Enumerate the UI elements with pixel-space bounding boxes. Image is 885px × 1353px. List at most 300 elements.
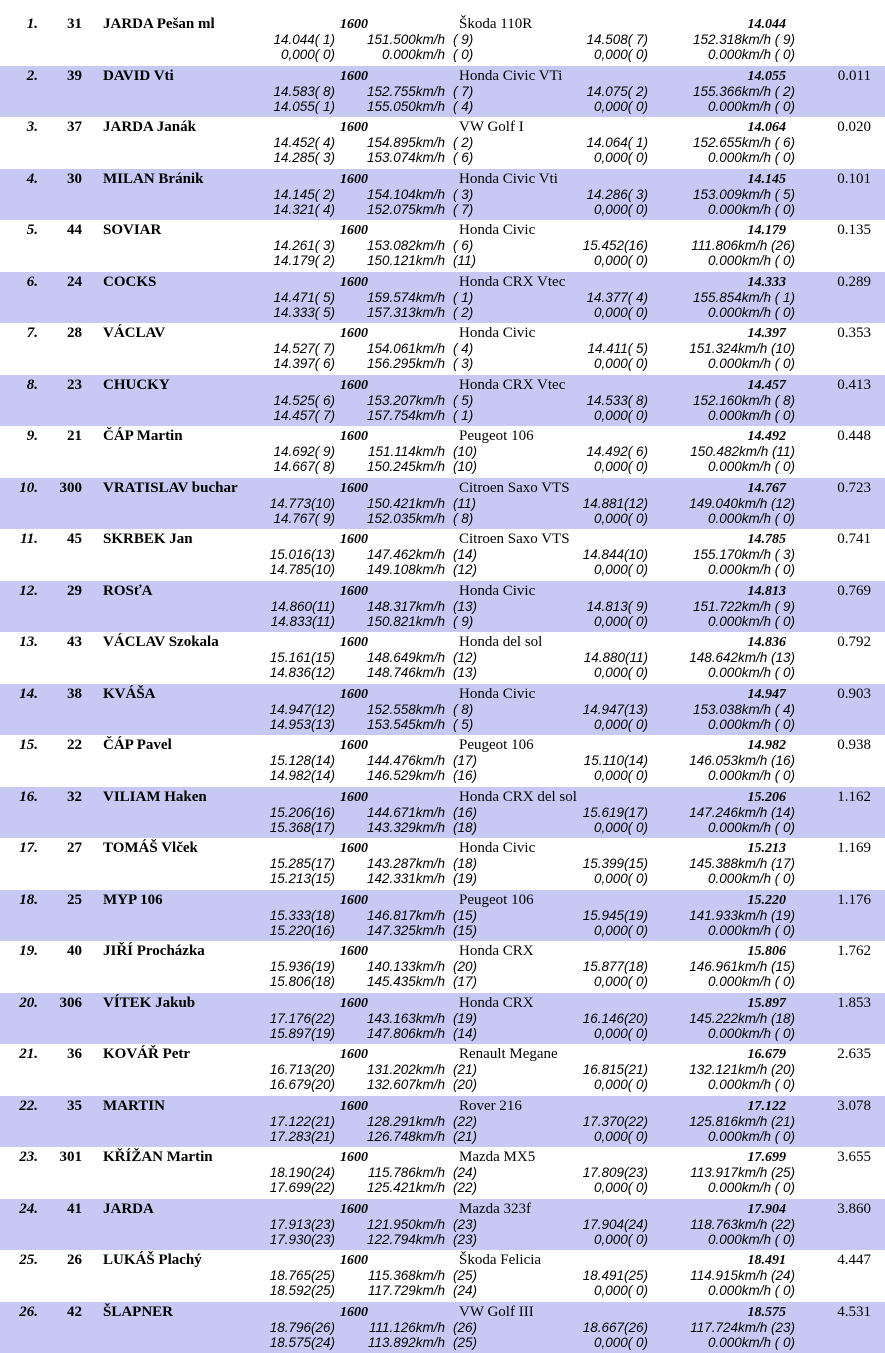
run-3-time: 15.368(17) [269, 819, 335, 835]
class: 1600 [340, 892, 368, 908]
run-4-speed: 0.000km/h ( 0) [707, 1077, 795, 1092]
start-number: 37 [67, 119, 82, 135]
run-3-time: 14.457( 7) [273, 407, 335, 423]
position: 7. [26, 325, 38, 341]
run-3-speed-rank: (12) [453, 562, 478, 577]
run-3-time: 17.930(23) [269, 1231, 335, 1247]
run-4-time: 0,000( 0) [593, 1077, 648, 1092]
run-1-time: 18.796(26) [269, 1319, 335, 1335]
start-number: 301 [59, 1149, 82, 1165]
result-row [0, 890, 885, 942]
result-row [0, 993, 885, 1045]
run-3-speed: 147.325km/h [366, 922, 445, 938]
start-number: 38 [67, 685, 82, 702]
run-3-speed: 146.529km/h [366, 768, 445, 783]
run-4-speed: 0.000km/h ( 0) [707, 819, 795, 835]
gap-to-leader: 0.353 [837, 325, 871, 341]
gap-to-leader: 1.176 [837, 891, 871, 908]
run-1-speed-rank: (12) [453, 650, 478, 665]
run-2-speed: 151.324km/h (10) [689, 341, 795, 356]
run-3-speed-rank: ( 0) [453, 47, 474, 62]
run-2-time: 17.904(24) [582, 1216, 648, 1232]
start-number: 21 [67, 428, 82, 444]
run-1-time: 18.190(24) [269, 1165, 335, 1180]
position: 25. [19, 1252, 38, 1268]
start-number: 35 [67, 1097, 82, 1114]
car: Honda CRX Vtec [459, 273, 566, 290]
run-1-time: 15.333(18) [269, 907, 335, 923]
run-4-time: 0,000( 0) [593, 1025, 648, 1041]
best-time: 14.145 [747, 171, 786, 187]
car: Honda del sol [459, 634, 543, 650]
run-1-speed: 144.671km/h [366, 804, 445, 820]
run-4-speed: 0.000km/h ( 0) [707, 974, 795, 989]
car: Honda Civic Vti [459, 170, 558, 187]
run-3-speed-rank: (18) [453, 819, 478, 835]
run-4-speed: 0.000km/h ( 0) [707, 304, 795, 320]
car: Peugeot 106 [459, 428, 534, 444]
start-number: 42 [67, 1303, 82, 1320]
gap-to-leader: 0.448 [837, 428, 871, 444]
run-1-speed: 154.895km/h [366, 135, 445, 150]
start-number: 24 [67, 273, 82, 290]
run-1-speed-rank: ( 5) [453, 392, 474, 408]
run-2-time: 14.508( 7) [586, 32, 648, 47]
run-2-time: 17.370(22) [582, 1113, 648, 1129]
driver-name: VRATISLAV buchar [103, 479, 238, 496]
best-time: 15.897 [747, 995, 786, 1011]
run-1-time: 17.913(23) [269, 1216, 335, 1232]
run-2-time: 16.146(20) [582, 1010, 648, 1026]
run-1-speed: 151.114km/h [367, 444, 445, 459]
run-1-time: 14.860(11) [270, 598, 335, 614]
position: 20. [19, 994, 38, 1011]
run-3-time: 17.283(21) [269, 1128, 335, 1144]
run-3-speed-rank: ( 7) [453, 201, 474, 217]
driver-name: TOMÁŠ Vlček [103, 840, 198, 856]
run-2-time: 14.377( 4) [586, 289, 648, 305]
run-3-speed: 0.000km/h [381, 47, 445, 62]
driver-name: MILAN Bránik [103, 170, 204, 187]
run-2-speed: 155.170km/h ( 3) [692, 547, 795, 562]
run-3-time: 14.179( 2) [273, 253, 335, 268]
run-1-speed-rank: (26) [453, 1319, 478, 1335]
best-time: 17.122 [747, 1098, 786, 1114]
gap-to-leader: 1.853 [837, 994, 871, 1011]
run-4-time: 0,000( 0) [593, 201, 648, 217]
run-1-time: 15.936(19) [269, 959, 335, 974]
run-3-time: 14.836(12) [269, 665, 335, 680]
run-3-speed: 122.794km/h [366, 1231, 445, 1247]
run-4-time: 0,000( 0) [593, 459, 648, 474]
run-3-speed: 113.892km/h [367, 1334, 445, 1350]
start-number: 32 [67, 788, 82, 805]
car: Škoda Felicia [459, 1252, 542, 1268]
run-3-speed-rank: (23) [453, 1231, 478, 1247]
position: 18. [19, 891, 38, 908]
car: Honda Civic [459, 840, 536, 856]
car: Citroen Saxo VTS [459, 479, 570, 496]
run-3-speed: 132.607km/h [366, 1077, 445, 1092]
run-4-time: 0,000( 0) [593, 562, 648, 577]
run-2-time: 14.286( 3) [586, 186, 648, 202]
run-4-time: 0,000( 0) [593, 871, 648, 886]
best-time: 14.982 [747, 738, 786, 753]
gap-to-leader: 0.741 [837, 531, 871, 547]
gap-to-leader: 3.078 [837, 1097, 871, 1114]
result-row [0, 1147, 885, 1199]
result-row [0, 1096, 885, 1148]
run-1-speed: 111.126km/h [368, 1319, 445, 1335]
start-number: 30 [67, 170, 82, 187]
run-1-speed-rank: (10) [453, 444, 478, 459]
best-time: 14.492 [747, 429, 786, 444]
run-1-speed: 115.368km/h [367, 1268, 445, 1283]
car: Honda Civic VTi [459, 67, 563, 84]
best-time: 15.213 [747, 841, 786, 856]
run-1-time: 15.285(17) [269, 856, 335, 871]
run-1-speed-rank: ( 9) [453, 32, 474, 47]
run-2-speed: 152.318km/h ( 9) [692, 32, 795, 47]
run-1-time: 14.525( 6) [273, 392, 335, 408]
run-3-time: 14.833(11) [270, 613, 335, 629]
car: Mazda 323f [459, 1200, 532, 1217]
car: Citroen Saxo VTS [459, 531, 570, 547]
run-2-speed: 153.038km/h ( 4) [692, 701, 795, 717]
run-3-speed: 150.121km/h [366, 253, 445, 268]
run-1-speed-rank: (22) [453, 1113, 478, 1129]
run-4-speed: 0.000km/h ( 0) [707, 1128, 795, 1144]
result-row [0, 1044, 885, 1096]
run-3-speed: 157.754km/h [366, 407, 445, 423]
run-4-time: 0,000( 0) [593, 613, 648, 629]
run-2-time: 15.619(17) [582, 804, 648, 820]
position: 26. [19, 1303, 38, 1320]
class: 1600 [340, 480, 368, 496]
best-time: 15.206 [747, 789, 786, 805]
run-3-time: 14.285( 3) [273, 150, 335, 165]
run-4-time: 0,000( 0) [593, 1128, 648, 1144]
start-number: 25 [67, 891, 82, 908]
result-row [0, 117, 885, 169]
run-2-speed: 141.933km/h (19) [689, 907, 795, 923]
start-number: 28 [67, 325, 82, 341]
start-number: 39 [67, 67, 82, 84]
run-4-speed: 0.000km/h ( 0) [707, 407, 795, 423]
run-2-speed: 146.053km/h (16) [689, 753, 795, 768]
run-2-time: 14.813( 9) [586, 598, 648, 614]
run-1-time: 15.128(14) [269, 753, 335, 768]
car: Honda Civic [459, 685, 536, 702]
best-time: 14.836 [747, 635, 786, 650]
run-1-speed: 144.476km/h [366, 753, 445, 768]
run-3-speed-rank: ( 4) [453, 98, 474, 114]
start-number: 41 [67, 1200, 82, 1217]
class: 1600 [340, 1047, 368, 1062]
position: 17. [19, 840, 38, 856]
run-3-speed-rank: (14) [453, 1025, 478, 1041]
run-2-speed: 132.121km/h (20) [689, 1062, 795, 1077]
run-3-speed: 125.421km/h [366, 1180, 445, 1195]
class: 1600 [340, 841, 368, 856]
run-1-speed-rank: (17) [453, 753, 478, 768]
run-3-time: 14.982(14) [269, 768, 335, 783]
run-4-time: 0,000( 0) [593, 974, 648, 989]
run-1-speed-rank: (21) [453, 1062, 478, 1077]
best-time: 14.813 [747, 583, 786, 599]
gap-to-leader: 0.101 [837, 170, 871, 187]
gap-to-leader: 1.169 [837, 840, 871, 856]
results-table [0, 14, 885, 1353]
best-time: 14.767 [747, 480, 786, 496]
run-3-speed-rank: (20) [453, 1077, 478, 1092]
run-1-speed: 115.786km/h [367, 1165, 445, 1180]
run-3-time: 18.575(24) [269, 1334, 335, 1350]
run-3-time: 14.667( 8) [273, 459, 335, 474]
run-1-speed: 151.500km/h [366, 32, 445, 47]
position: 9. [26, 428, 38, 444]
run-2-time: 18.491(25) [582, 1268, 648, 1283]
run-4-time: 0,000( 0) [593, 1231, 648, 1247]
run-4-speed: 0.000km/h ( 0) [707, 922, 795, 938]
gap-to-leader: 0.769 [837, 582, 871, 599]
gap-to-leader: 0.792 [837, 634, 871, 650]
run-3-time: 0,000( 0) [280, 47, 335, 62]
start-number: 31 [67, 16, 82, 32]
start-number: 23 [67, 376, 82, 393]
run-4-time: 0,000( 0) [593, 768, 648, 783]
run-1-time: 15.206(16) [269, 804, 335, 820]
driver-name: ČÁP Martin [103, 428, 183, 444]
run-1-time: 18.765(25) [269, 1268, 335, 1283]
class: 1600 [340, 1253, 368, 1268]
gap-to-leader: 1.162 [837, 788, 871, 805]
car: Honda CRX del sol [459, 788, 577, 805]
run-3-time: 14.321( 4) [273, 201, 335, 217]
result-row [0, 14, 885, 66]
run-2-time: 14.881(12) [582, 495, 648, 511]
start-number: 29 [67, 582, 82, 599]
run-3-speed-rank: ( 8) [453, 510, 474, 526]
class: 1600 [340, 635, 368, 650]
driver-name: VÍTEK Jakub [103, 994, 196, 1011]
position: 14. [19, 685, 38, 702]
result-row [0, 375, 885, 427]
class: 1600 [340, 326, 368, 341]
car: Honda Civic [459, 325, 536, 341]
run-3-speed: 155.050km/h [366, 98, 445, 114]
result-row [0, 169, 885, 221]
run-3-speed-rank: (17) [453, 974, 478, 989]
best-time: 14.179 [747, 223, 786, 238]
class: 1600 [340, 68, 368, 84]
run-2-time: 14.064( 1) [586, 135, 648, 150]
run-3-speed: 157.313km/h [366, 304, 445, 320]
best-time: 14.055 [747, 68, 786, 84]
run-3-time: 14.333( 5) [273, 304, 335, 320]
run-4-speed: 0.000km/h ( 0) [707, 1334, 795, 1350]
gap-to-leader: 0.011 [837, 67, 871, 84]
run-3-speed-rank: (16) [453, 768, 478, 783]
run-3-speed-rank: (13) [453, 665, 478, 680]
run-3-speed-rank: (22) [453, 1180, 478, 1195]
car: Rover 216 [459, 1097, 522, 1114]
run-3-speed-rank: ( 6) [453, 150, 474, 165]
driver-name: DAVID Vti [103, 67, 174, 84]
run-4-speed: 0.000km/h ( 0) [707, 1180, 795, 1195]
class: 1600 [340, 17, 368, 32]
position: 6. [26, 273, 38, 290]
run-1-speed-rank: ( 2) [453, 135, 474, 150]
best-time: 15.806 [747, 944, 786, 959]
run-3-speed-rank: (15) [453, 922, 478, 938]
position: 15. [19, 737, 38, 753]
run-3-speed: 149.108km/h [366, 562, 445, 577]
run-3-speed: 153.074km/h [366, 150, 445, 165]
run-1-time: 15.016(13) [269, 547, 335, 562]
run-3-speed-rank: (24) [453, 1283, 478, 1298]
driver-name: SKRBEK Jan [103, 531, 193, 547]
run-4-time: 0,000( 0) [593, 407, 648, 423]
run-3-speed-rank: (21) [453, 1128, 478, 1144]
run-2-time: 18.667(26) [582, 1319, 648, 1335]
result-row [0, 323, 885, 375]
run-3-speed: 152.075km/h [366, 201, 445, 217]
driver-name: ČÁP Pavel [103, 737, 172, 753]
run-4-time: 0,000( 0) [593, 150, 648, 165]
run-3-time: 15.213(15) [269, 871, 335, 886]
run-3-speed: 152.035km/h [366, 510, 445, 526]
run-1-speed: 154.104km/h [366, 186, 445, 202]
run-3-time: 17.699(22) [269, 1180, 335, 1195]
run-2-time: 14.533( 8) [586, 392, 648, 408]
run-2-speed: 118.763km/h (22) [690, 1216, 795, 1232]
run-4-time: 0,000( 0) [593, 98, 648, 114]
run-3-time: 14.767( 9) [273, 510, 335, 526]
run-3-speed: 150.245km/h [366, 459, 445, 474]
run-4-time: 0,000( 0) [593, 510, 648, 526]
run-1-speed-rank: (19) [453, 1010, 478, 1026]
run-3-time: 15.220(16) [269, 922, 335, 938]
class: 1600 [340, 1201, 368, 1217]
run-3-speed-rank: (11) [453, 253, 477, 268]
result-row [0, 66, 885, 118]
driver-name: JARDA Pešan ml [103, 16, 215, 32]
run-1-speed: 152.755km/h [366, 83, 445, 99]
run-2-time: 17.809(23) [582, 1165, 648, 1180]
run-4-time: 0,000( 0) [593, 47, 648, 62]
position: 16. [19, 788, 38, 805]
best-time: 15.220 [747, 892, 786, 908]
driver-name: VÁCLAV Szokala [103, 634, 219, 650]
run-3-speed: 143.329km/h [366, 819, 445, 835]
run-3-speed-rank: ( 9) [453, 613, 474, 629]
run-4-speed: 0.000km/h ( 0) [707, 459, 795, 474]
start-number: 44 [67, 222, 82, 238]
run-1-speed-rank: ( 6) [453, 238, 474, 253]
gap-to-leader: 0.020 [837, 119, 871, 135]
driver-name: LUKÁŠ Plachý [103, 1252, 202, 1268]
driver-name: COCKS [103, 273, 157, 290]
start-number: 45 [67, 531, 82, 547]
run-4-speed: 0.000km/h ( 0) [707, 613, 795, 629]
run-1-speed-rank: ( 4) [453, 341, 474, 356]
run-2-speed: 114.915km/h (24) [690, 1268, 795, 1283]
result-row [0, 684, 885, 736]
run-2-time: 14.844(10) [582, 547, 648, 562]
gap-to-leader: 1.762 [837, 943, 871, 959]
run-1-speed: 131.202km/h [366, 1062, 445, 1077]
class: 1600 [340, 583, 368, 599]
run-3-speed: 117.729km/h [367, 1283, 445, 1298]
run-2-speed: 153.009km/h ( 5) [692, 186, 795, 202]
run-2-time: 14.411( 5) [587, 341, 648, 356]
run-1-time: 17.122(21) [269, 1113, 335, 1129]
run-1-speed-rank: ( 7) [453, 83, 474, 99]
run-2-time: 14.880(11) [583, 650, 648, 665]
run-3-speed-rank: ( 3) [453, 356, 474, 371]
car: Honda CRX [459, 943, 534, 959]
gap-to-leader: 4.531 [837, 1303, 871, 1320]
run-4-time: 0,000( 0) [593, 1180, 648, 1195]
class: 1600 [340, 789, 368, 805]
gap-to-leader: 0.289 [837, 273, 871, 290]
run-3-speed-rank: ( 1) [453, 407, 474, 423]
class: 1600 [340, 274, 368, 290]
run-4-speed: 0.000km/h ( 0) [707, 716, 795, 732]
run-1-time: 16.713(20) [269, 1062, 335, 1077]
driver-name: VÁCLAV [103, 325, 166, 341]
start-number: 36 [67, 1046, 82, 1062]
class: 1600 [340, 429, 368, 444]
run-4-time: 0,000( 0) [593, 922, 648, 938]
run-3-speed: 145.435km/h [366, 974, 445, 989]
run-1-speed-rank: ( 8) [453, 701, 474, 717]
run-2-speed: 147.246km/h (14) [689, 804, 795, 820]
class: 1600 [340, 171, 368, 187]
run-2-speed: 111.806km/h (26) [691, 238, 795, 253]
position: 21. [19, 1046, 38, 1062]
result-row [0, 1250, 885, 1302]
run-1-speed-rank: (14) [453, 547, 478, 562]
position: 19. [19, 943, 38, 959]
car: VW Golf I [459, 119, 524, 135]
start-number: 26 [67, 1252, 82, 1268]
gap-to-leader: 3.655 [837, 1149, 871, 1165]
run-1-speed: 152.558km/h [366, 701, 445, 717]
run-3-speed-rank: (25) [453, 1334, 478, 1350]
result-row [0, 787, 885, 839]
gap-to-leader: 0.903 [837, 685, 871, 702]
best-time: 14.044 [747, 17, 786, 32]
run-2-speed: 152.160km/h ( 8) [692, 392, 795, 408]
run-1-speed: 147.462km/h [366, 547, 445, 562]
car: Renault Megane [459, 1046, 558, 1062]
car: Honda Civic [459, 222, 536, 238]
run-2-time: 15.399(15) [582, 856, 648, 871]
run-2-speed: 113.917km/h (25) [690, 1165, 795, 1180]
run-1-speed: 143.287km/h [366, 856, 445, 871]
run-1-speed: 128.291km/h [366, 1113, 445, 1129]
position: 2. [26, 67, 38, 84]
driver-name: JIŘÍ Procházka [103, 943, 205, 959]
position: 13. [19, 634, 38, 650]
position: 8. [26, 376, 38, 393]
run-4-speed: 0.000km/h ( 0) [707, 47, 795, 62]
run-4-speed: 0.000km/h ( 0) [707, 356, 795, 371]
position: 12. [19, 582, 38, 599]
run-3-time: 15.897(19) [269, 1025, 335, 1041]
